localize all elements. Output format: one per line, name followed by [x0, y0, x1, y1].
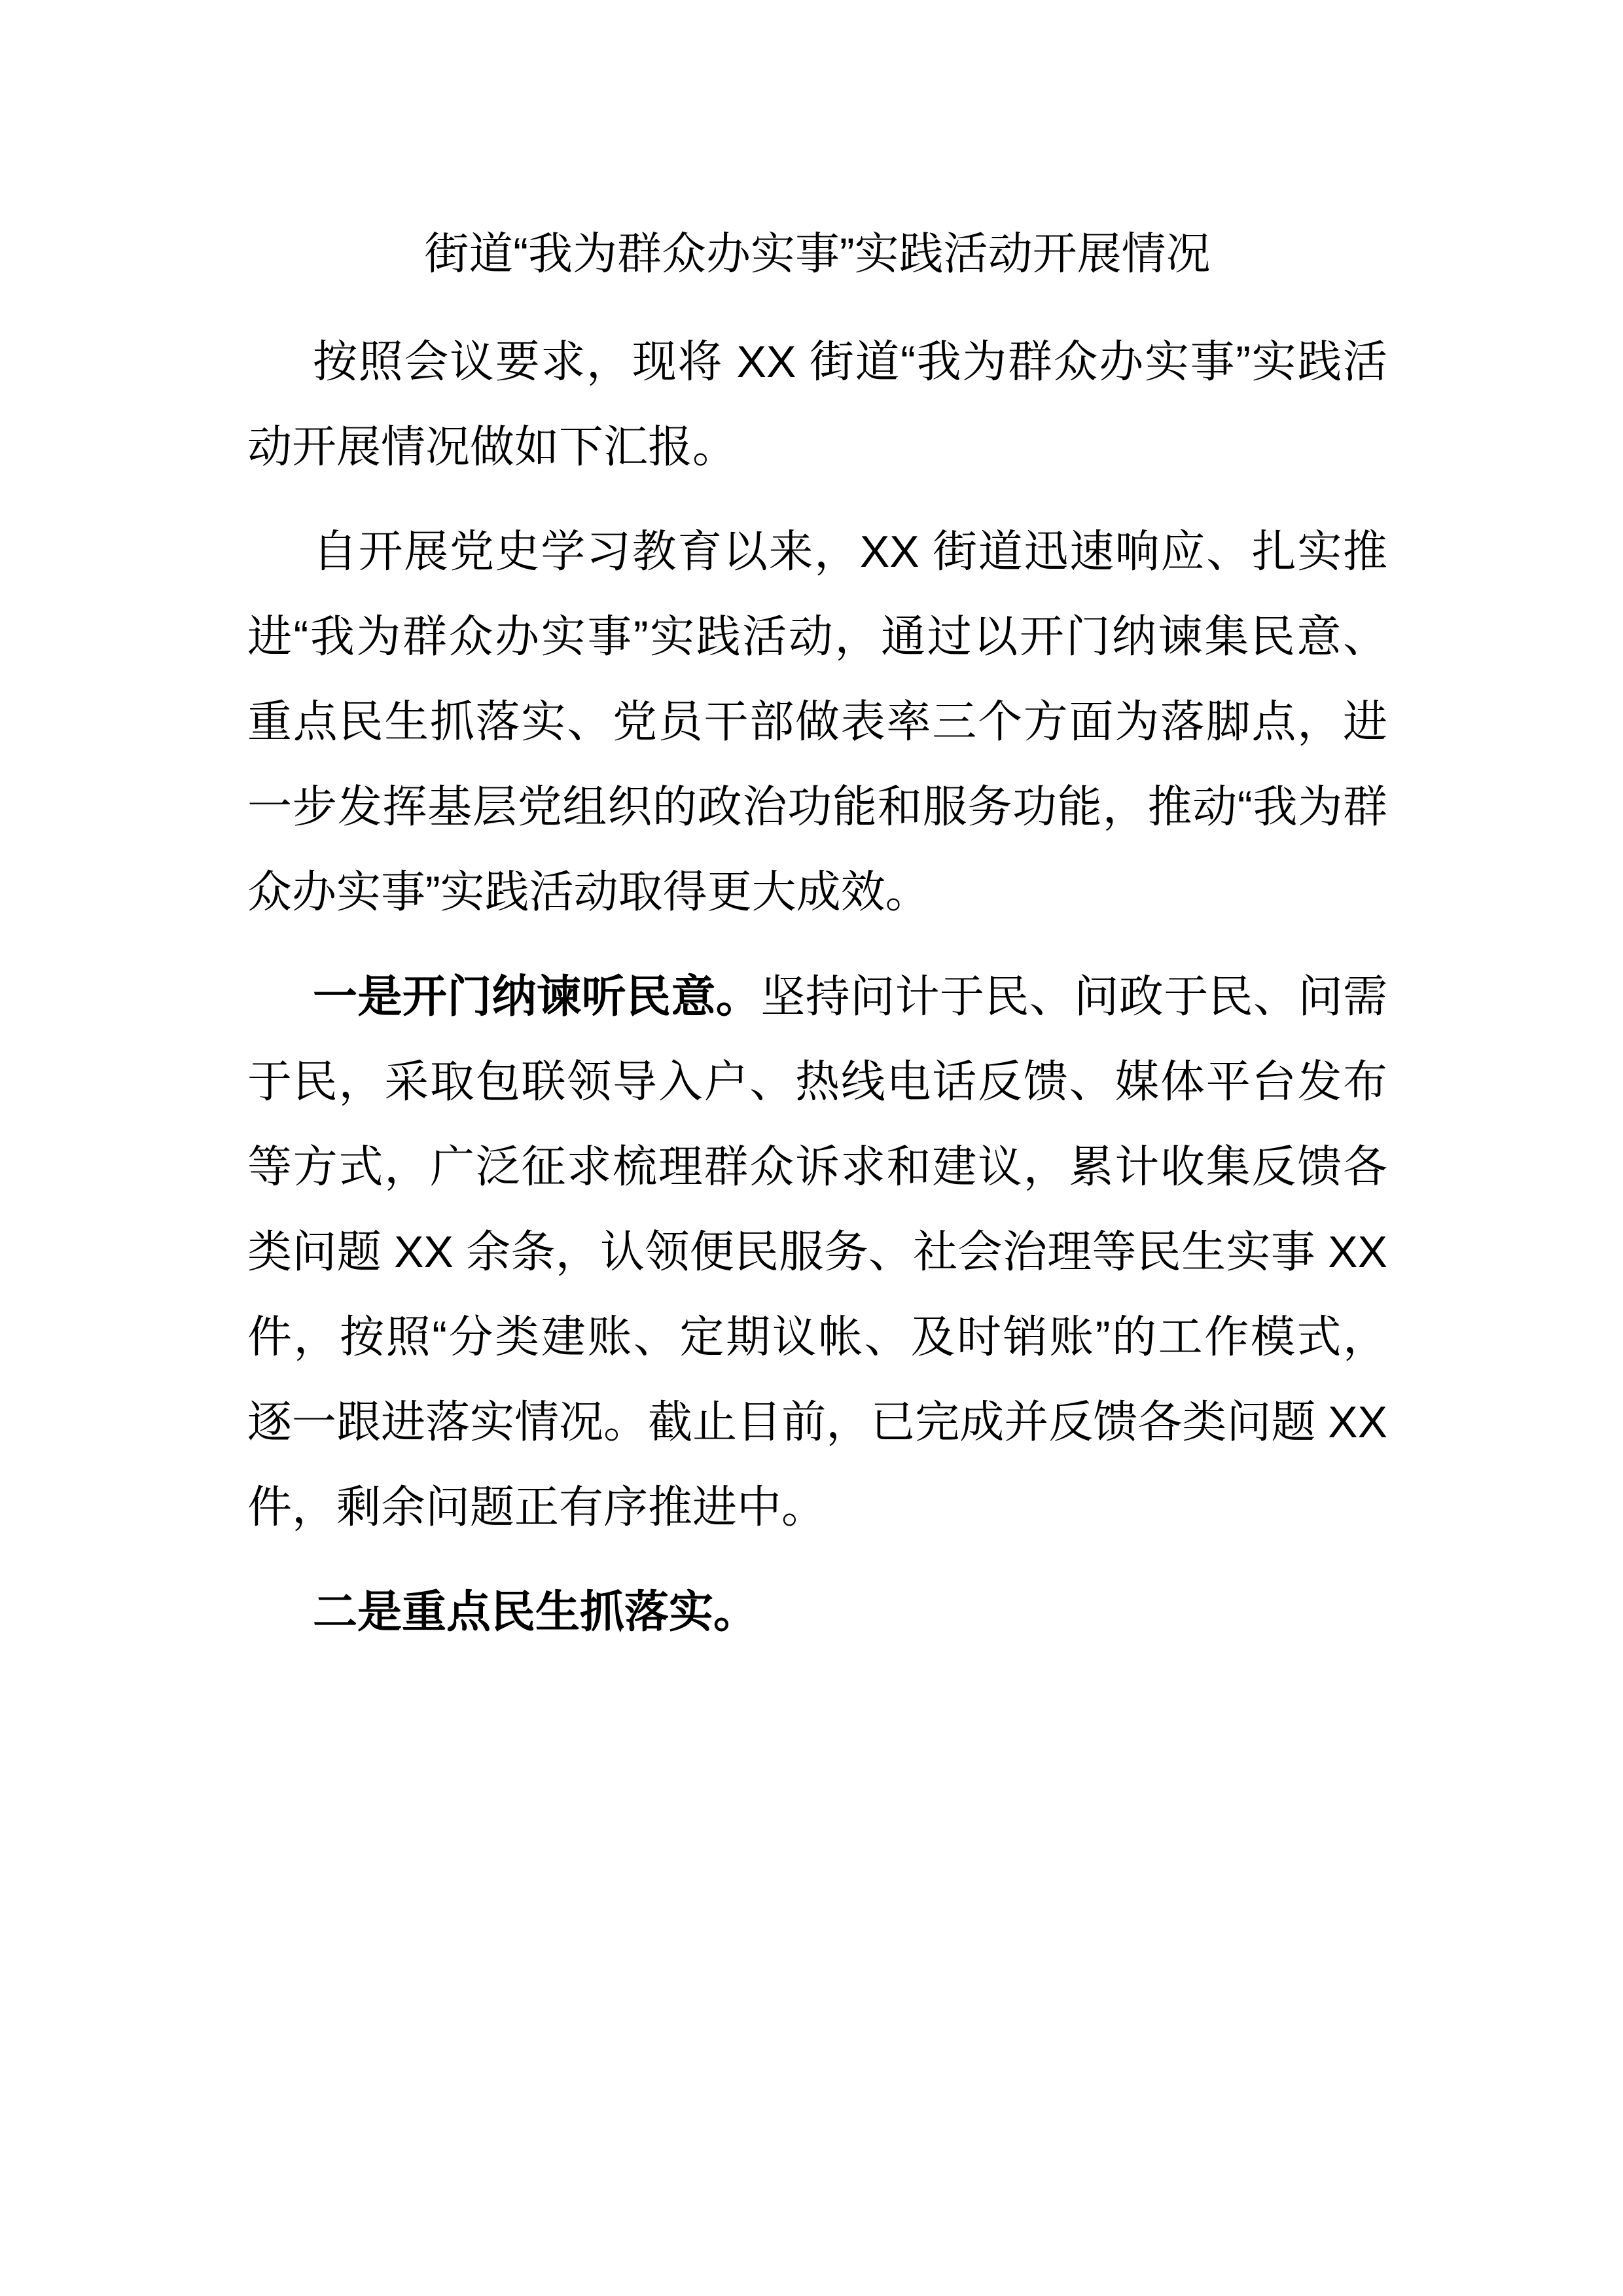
paragraph-1-text: 按照会议要求，现将 XX 街道“我为群众办实事”实践活动开展情况做如下汇报。 — [247, 337, 1387, 472]
paragraph-3-text: 坚持问计于民、问政于民、问需于民，采取包联领导入户、热线电话反馈、媒体平台发布等方式，广泛征求梳理群众诉求和建议，累计收集反馈各类问题 XX 余条，认领便民服务、社会治理等民生实事 XX 件，按照“分类建账、定期议帐、及时销账”的工作模式，逐一跟进落实情况。截止目前，已完成并反馈各类问题 XX 件，剩余问题正有序推进中。 — [247, 972, 1387, 1532]
paragraph-2-text: 自开展党史学习教育以来，XX 街道迅速响应、扎实推进“我为群众办实事”实践活动，通过以开门纳谏集民意、重点民生抓落实、党员干部做表率三个方面为落脚点，进一步发挥基层党组织的政治功能和服务功能，推动“我为群众办实事”实践活动取得更大成效。 — [247, 527, 1387, 917]
paragraph-3 — [247, 954, 1387, 1550]
paragraph-4-lead: 二是重点民生抓落实。 — [313, 1587, 758, 1637]
paragraph-4 — [247, 1570, 1387, 1655]
paragraph-1 — [247, 319, 1387, 490]
paragraph-2 — [247, 509, 1387, 935]
paragraph-3-lead: 一是开门纳谏听民意。 — [313, 972, 761, 1022]
document-title: 街道“我为群众办实事”实践活动开展情况 — [424, 229, 1211, 279]
